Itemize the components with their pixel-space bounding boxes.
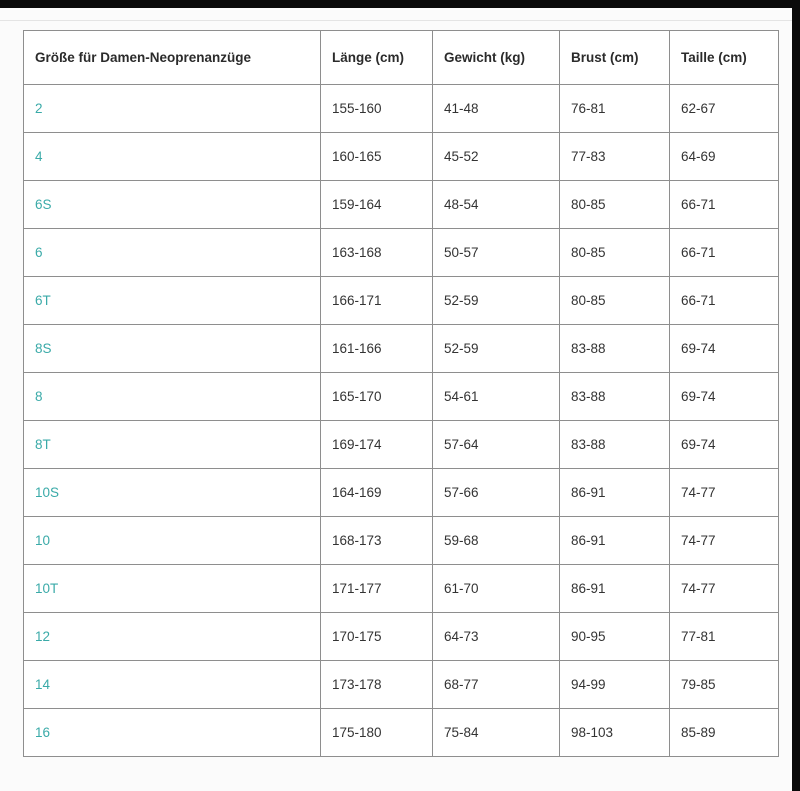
table-row (24, 373, 779, 421)
size-chart-table (23, 30, 779, 757)
table-row (24, 613, 779, 661)
waist-cell: 74-77 (670, 469, 779, 517)
chest-cell: 76-81 (560, 85, 670, 133)
size-link[interactable]: 8S (24, 325, 321, 373)
waist-cell: 77-81 (670, 613, 779, 661)
size-link[interactable]: 14 (24, 661, 321, 709)
length-cell: 169-174 (321, 421, 433, 469)
waist-cell: 69-74 (670, 421, 779, 469)
waist-cell: 69-74 (670, 373, 779, 421)
waist-cell: 85-89 (670, 709, 779, 757)
table-row (24, 469, 779, 517)
header-length: Länge (cm) (321, 31, 433, 85)
size-link[interactable]: 16 (24, 709, 321, 757)
length-cell: 161-166 (321, 325, 433, 373)
table-row (24, 277, 779, 325)
chest-cell: 77-83 (560, 133, 670, 181)
table-row (24, 661, 779, 709)
chest-cell: 80-85 (560, 229, 670, 277)
chest-cell: 86-91 (560, 517, 670, 565)
chest-cell: 83-88 (560, 325, 670, 373)
header-size: Größe für Damen-Neoprenanzüge (24, 31, 321, 85)
header-weight: Gewicht (kg) (433, 31, 560, 85)
chest-cell: 98-103 (560, 709, 670, 757)
length-cell: 165-170 (321, 373, 433, 421)
table-header-row (24, 31, 779, 85)
weight-cell: 57-66 (433, 469, 560, 517)
weight-cell: 45-52 (433, 133, 560, 181)
size-link[interactable]: 6S (24, 181, 321, 229)
length-cell: 159-164 (321, 181, 433, 229)
table-row (24, 421, 779, 469)
length-cell: 155-160 (321, 85, 433, 133)
size-link[interactable]: 2 (24, 85, 321, 133)
length-cell: 171-177 (321, 565, 433, 613)
window-top-edge (0, 0, 800, 8)
chest-cell: 80-85 (560, 277, 670, 325)
chest-cell: 94-99 (560, 661, 670, 709)
length-cell: 173-178 (321, 661, 433, 709)
waist-cell: 66-71 (670, 181, 779, 229)
window-right-edge (792, 0, 800, 791)
length-cell: 175-180 (321, 709, 433, 757)
divider (0, 20, 792, 21)
size-link[interactable]: 10 (24, 517, 321, 565)
chest-cell: 80-85 (560, 181, 670, 229)
length-cell: 166-171 (321, 277, 433, 325)
header-waist: Taille (cm) (670, 31, 779, 85)
weight-cell: 68-77 (433, 661, 560, 709)
header-chest: Brust (cm) (560, 31, 670, 85)
size-link[interactable]: 6T (24, 277, 321, 325)
table-row (24, 85, 779, 133)
size-link[interactable]: 10S (24, 469, 321, 517)
table-row (24, 133, 779, 181)
weight-cell: 48-54 (433, 181, 560, 229)
length-cell: 170-175 (321, 613, 433, 661)
length-cell: 164-169 (321, 469, 433, 517)
size-link[interactable]: 4 (24, 133, 321, 181)
chest-cell: 83-88 (560, 373, 670, 421)
chest-cell: 83-88 (560, 421, 670, 469)
waist-cell: 74-77 (670, 565, 779, 613)
waist-cell: 64-69 (670, 133, 779, 181)
size-link[interactable]: 10T (24, 565, 321, 613)
weight-cell: 57-64 (433, 421, 560, 469)
waist-cell: 69-74 (670, 325, 779, 373)
waist-cell: 66-71 (670, 229, 779, 277)
chest-cell: 86-91 (560, 469, 670, 517)
weight-cell: 52-59 (433, 325, 560, 373)
weight-cell: 61-70 (433, 565, 560, 613)
chest-cell: 86-91 (560, 565, 670, 613)
weight-cell: 64-73 (433, 613, 560, 661)
weight-cell: 54-61 (433, 373, 560, 421)
waist-cell: 74-77 (670, 517, 779, 565)
table-row (24, 181, 779, 229)
table-row (24, 517, 779, 565)
page (0, 8, 792, 791)
length-cell: 160-165 (321, 133, 433, 181)
weight-cell: 59-68 (433, 517, 560, 565)
chest-cell: 90-95 (560, 613, 670, 661)
size-link[interactable]: 8T (24, 421, 321, 469)
weight-cell: 41-48 (433, 85, 560, 133)
weight-cell: 75-84 (433, 709, 560, 757)
size-link[interactable]: 8 (24, 373, 321, 421)
weight-cell: 52-59 (433, 277, 560, 325)
weight-cell: 50-57 (433, 229, 560, 277)
table-row (24, 325, 779, 373)
table-row (24, 229, 779, 277)
table-row (24, 709, 779, 757)
waist-cell: 62-67 (670, 85, 779, 133)
table-row (24, 565, 779, 613)
length-cell: 168-173 (321, 517, 433, 565)
size-link[interactable]: 12 (24, 613, 321, 661)
length-cell: 163-168 (321, 229, 433, 277)
waist-cell: 66-71 (670, 277, 779, 325)
waist-cell: 79-85 (670, 661, 779, 709)
size-link[interactable]: 6 (24, 229, 321, 277)
